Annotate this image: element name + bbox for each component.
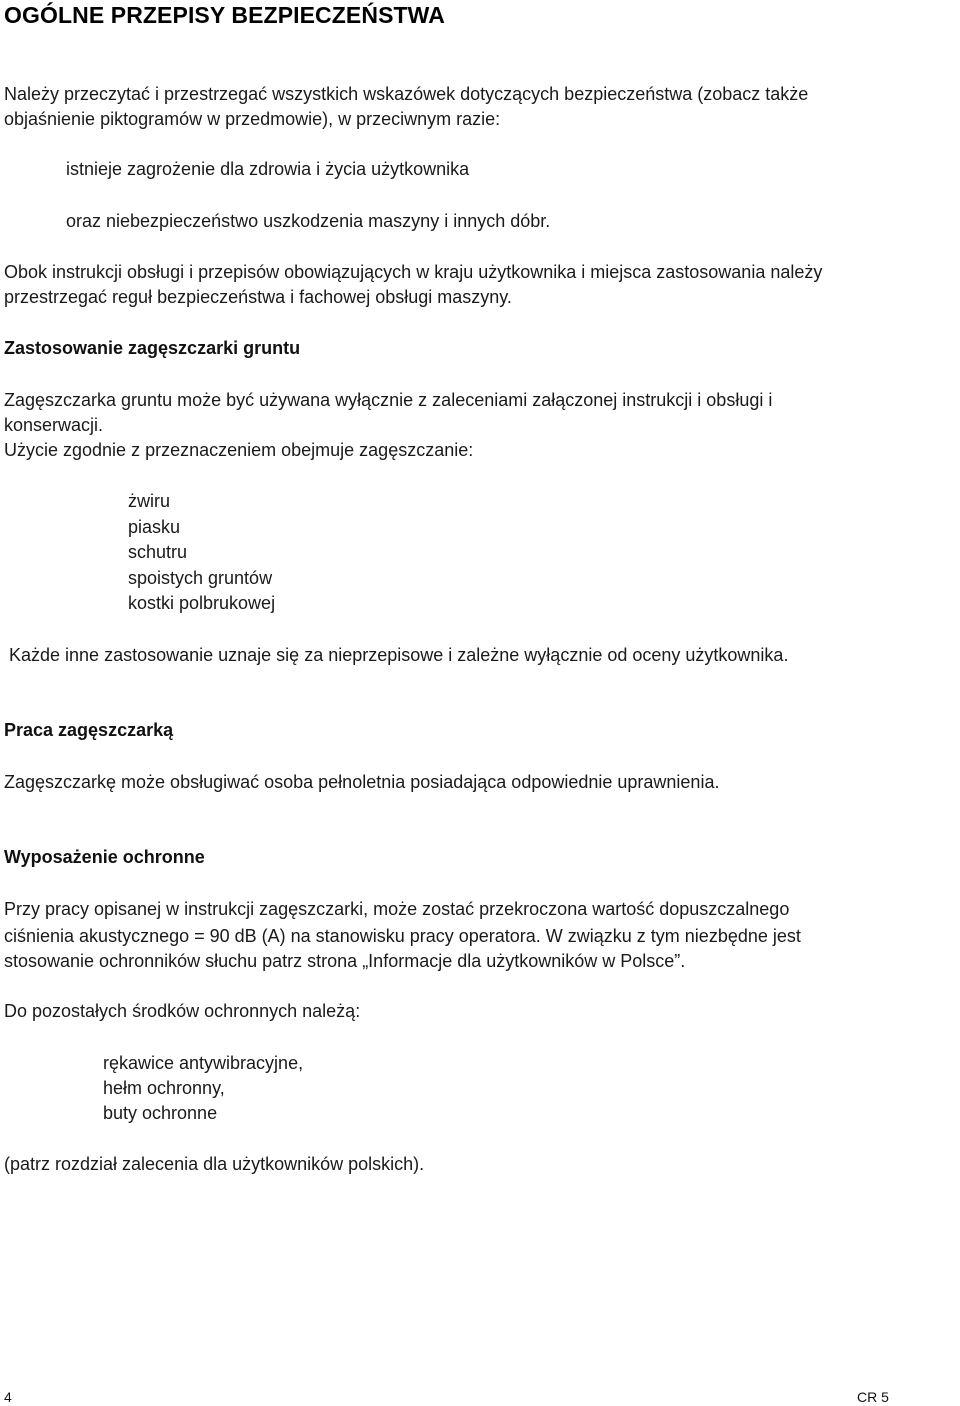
protect-reference: (patrz rozdział zalecenia dla użytkowników polskich). [4, 1154, 425, 1174]
intro-risk-2: oraz niebezpieczeństwo uszkodzenia maszyny i innych dóbr. [66, 211, 551, 231]
protective-items-list [103, 1051, 303, 1126]
section-heading-protect: Wyposażenie ochronne [4, 847, 205, 867]
list-item: piasku [128, 516, 181, 537]
section-heading-work: Praca zagęszczarką [4, 720, 174, 740]
work-text: Zagęszczarkę może obsługiwać osoba pełnoletnia posiadająca odpowiednie uprawnienia. [4, 772, 720, 792]
page-number: 4 [4, 1389, 12, 1405]
use-line-3: Użycie zgodnie z przeznaczeniem obejmuje zagęszczanie: [4, 440, 474, 460]
list-item: rękawice antywibracyjne, [103, 1053, 304, 1073]
use-note: Każde inne zastosowanie uznaje się za nieprzepisowe i zależne wyłącznie od oceny użytkownika. [9, 645, 789, 665]
intro-line-2: objaśnienie piktogramów w przedmowie), w przeciwnym razie: [4, 109, 501, 129]
section-heading-use: Zastosowanie zagęszczarki gruntu [4, 338, 301, 358]
protect-other: Do pozostałych środków ochronnych należą: [4, 1001, 361, 1021]
protect-line-3: stosowanie ochronników słuchu patrz strona „Informacje dla użytkowników w Polsce”. [4, 951, 686, 971]
list-item: schutru [128, 542, 188, 562]
page-title: OGÓLNE PRZEPISY BEZPIECZEŃSTWA [4, 2, 445, 28]
obok-line-1: Obok instrukcji obsługi i przepisów obowiązujących w kraju użytkownika i miejsca zastosowania należy [4, 262, 823, 282]
footer-model: CR 5 [857, 1389, 889, 1405]
list-item: żwiru [128, 491, 171, 511]
intro-risk-1: istnieje zagrożenie dla zdrowia i życia użytkownika [66, 159, 470, 179]
list-item: buty ochronne [103, 1103, 218, 1123]
list-item: hełm ochronny, [103, 1078, 225, 1098]
list-item: spoistych gruntów [128, 567, 273, 588]
obok-line-2: przestrzegać reguł bezpieczeństwa i fachowej obsługi maszyny. [4, 287, 512, 307]
intro-line-1: Należy przeczytać i przestrzegać wszystkich wskazówek dotyczących bezpieczeństwa (zobacz także [4, 84, 809, 104]
list-item: kostki polbrukowej [128, 593, 276, 613]
use-line-2: konserwacji. [4, 415, 104, 435]
protect-line-1: Przy pracy opisanej w instrukcji zagęszczarki, może zostać przekroczona wartość dopuszczalnego [4, 899, 790, 919]
use-line-1: Zagęszczarka gruntu może być używana wyłącznie z zaleceniami załączonej instrukcji i obsługi i [4, 390, 773, 410]
materials-list [128, 489, 275, 617]
protect-line-2: ciśnienia akustycznego = 90 dB (A) na stanowisku pracy operatora. W związku z tym niezbędne jest [4, 926, 801, 946]
